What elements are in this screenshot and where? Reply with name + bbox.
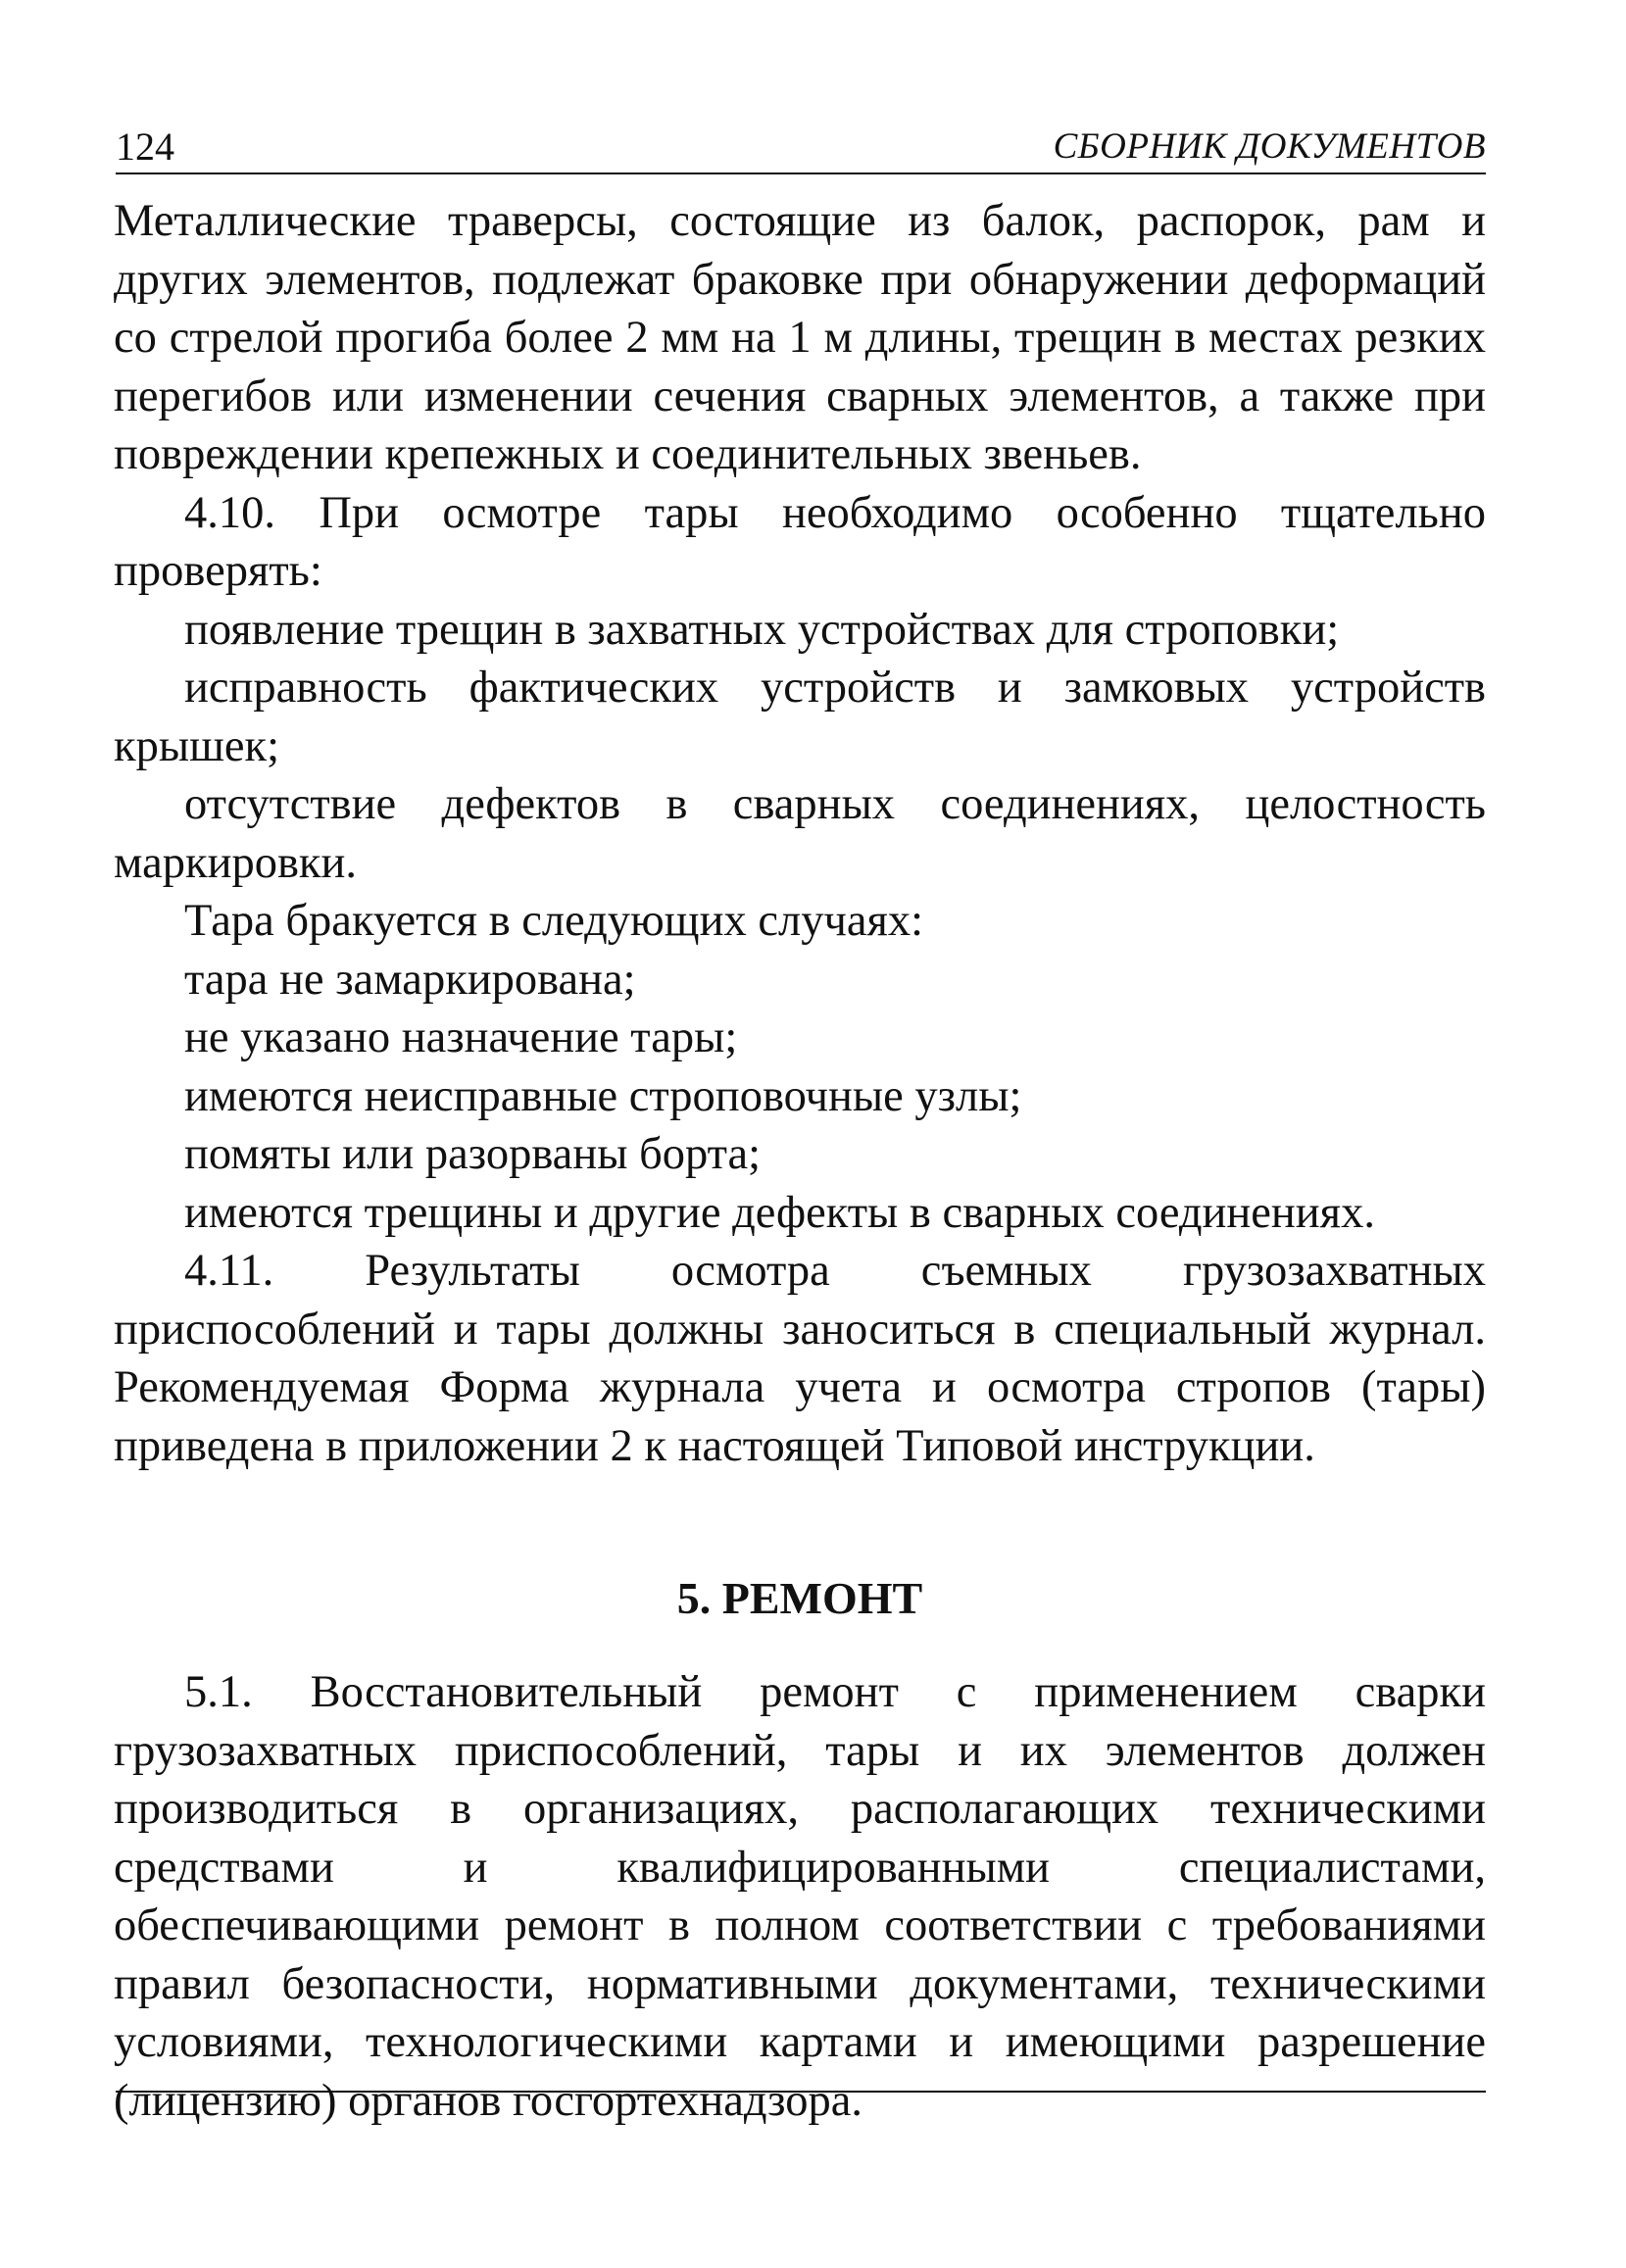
- collection-title: СБОРНИК ДОКУМЕНТОВ: [1053, 126, 1486, 167]
- bottom-divider: [116, 2091, 1486, 2093]
- page-number: 124: [116, 124, 174, 169]
- running-header: [116, 122, 1486, 174]
- paragraph-5-1: 5.1. Восстановительный ремонт с применением сварки грузозахватных приспособлений, тары и их элементов должен производиться в организациях, располагающих техническими средствами и квалифицированными специалистами, обеспечивающими ремонт в полном соответствии с требованиями правил безопасности, нормативными документами, техническими условиями, технологическими картами и имеющими разрешение (лицензию) органов госгортехнадзора.: [114, 1667, 1486, 2126]
- body-text: [114, 192, 1486, 2130]
- paragraph-4-10: 4.10. При осмотре тары необходимо особенно тщательно проверять:: [114, 487, 1486, 596]
- list-item: появление трещин в захватных устройствах для строповки;: [184, 604, 1340, 655]
- list-item: не указано назначение тары;: [184, 1012, 738, 1062]
- list-item: имеются трещины и другие дефекты в сварных соединениях.: [184, 1187, 1375, 1238]
- paragraph-rejection-cases: Тара бракуется в следующих случаях:: [184, 896, 924, 946]
- list-item: тара не замаркирована;: [184, 954, 636, 1005]
- section-heading: 5. РЕМОНТ: [676, 1573, 923, 1623]
- list-item: имеются неисправные строповочные узлы;: [184, 1070, 1022, 1121]
- list-item: помяты или разорваны борта;: [184, 1129, 762, 1179]
- list-item: отсутствие дефектов в сварных соединениях, целостность маркировки.: [114, 779, 1486, 888]
- list-item: исправность фактических устройств и замковых устройств крышек;: [114, 663, 1486, 771]
- paragraph-4-11: 4.11. Результаты осмотра съемных грузозахватных приспособлений и тары должны заноситься в специальный журнал. Рекомендуемая Форма журнала учета и осмотра стропов (тары) приведена в приложении 2 к настоящей Типовой инструкции.: [114, 1246, 1486, 1471]
- paragraph-traverses: Металлические траверсы, состоящие из балок, распорок, рам и других элементов, подлежат браковке при обнаружении деформаций со стрелой прогиба более 2 мм на 1 м длины, трещин в местах резких перегибов или изменении сечения сварных элементов, а также при повреждении крепежных и соединительных звеньев.: [114, 196, 1486, 479]
